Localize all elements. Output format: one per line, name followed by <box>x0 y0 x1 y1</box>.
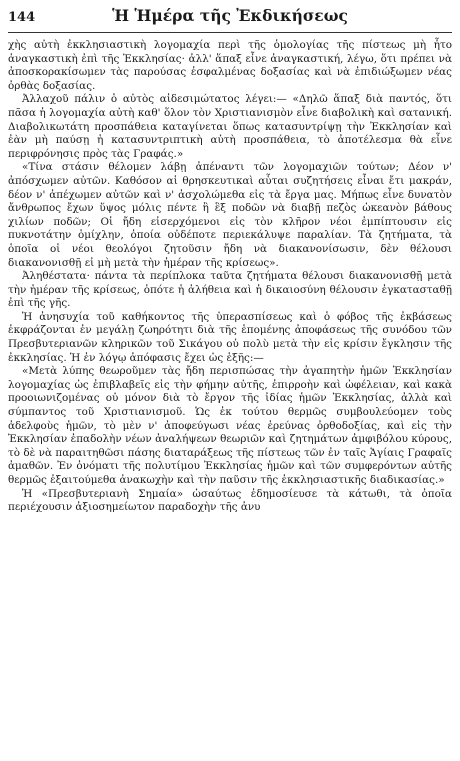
paragraph: Ἡ ἀνησυχία τοῦ καθήκοντος τῆς ὑπερασπίσεως καὶ ὁ φόβος τῆς ἐκβάσεως ἐκφράζονται ἐν μεγάλῃ ζωηρότητι διὰ τῆς ἑπομένης ἀποφάσεως τῆς συνόδου τῶν Πρεσβυτεριανῶν κληρικῶν τοῦ Σικάγου οὐ πολὺ μετὰ τὴν εἰς κρίσιν ἔγκλησιν τῆς ἐκκλησίας. Ἡ ἐν λόγῳ ἀπόφασις ἔχει ὡς ἑξῆς:— <box>8 310 452 364</box>
paragraph: Ἀλλαχοῦ πάλιν ὁ αὐτὸς αἰδεσιμώτατος λέγει:— «Δηλῶ ἅπαξ διὰ παντός, ὅτι πᾶσα ἡ λογομαχία αὐτὴ καθ' ὅλον τὸν Χριστιανισμὸν εἶνε διαβολικὴ καὶ σατανική. Διαβολικωτάτη προσπάθεια καταγίνεται ὅπως κατασυντρίψῃ τὴν Ἐκκλησίαν καὶ ἐὰν μὴ παύσῃ ἡ κατασυντριπτικὴ αὐτὴ προσπάθεια, τὸ ἀποτέλεσμα θὰ εἶνε περιφρόνησις πρὸς τὰς Γραφάς.» <box>8 93 452 160</box>
paragraph: Ἀληθέστατα· πάντα τὰ περίπλοκα ταῦτα ζητήματα θέλουσι διακανονισθῇ μετὰ τὴν ἡμέραν τῆς κρίσεως, ὁπότε ἡ ἀλήθεια καὶ ἡ δικαιοσύνη θέλουσιν ἐγκατασταθῇ ἐπὶ τῆς γῆς. <box>8 270 452 310</box>
paragraph: «Μετὰ λύπης θεωροῦμεν τὰς ἤδη περισπώσας τὴν ἀγαπητὴν ἡμῶν Ἐκκλησίαν λογομαχίας ὡς ἐπιβλαβεῖς εἰς τὴν φήμην αὐτῆς, ἐπιρροὴν καὶ ὠφέλειαν, καὶ κακὰ προοιωνιζομένας οὐ μόνον διὰ τὸ ἔργον τῆς ἰδίας ἡμῶν Ἐκκλησίας, ἀλλὰ καὶ σύμπαντος τοῦ Χριστιανισμοῦ. Ὡς ἐκ τούτου θερμῶς συμβουλεύομεν τοὺς ἀδελφοὺς ἡμῶν, τὸ μὲν ν' ἀποφεύγωσι νέας ἐρεύνας ὀρθοδοξίας, καὶ εἰς τὴν Ἐκκλησίαν ἐπαδολὴν νέων ἀναλήψεων θεωριῶν καὶ ζητημάτων ἀμφιβόλου κύρους, τὸ δὲ νὰ παραιτηθῶσι πάσης διαταράξεως τῆς πίστεως τῶν ἐν ταῖς Ἁγίαις Γραφαῖς ἀμαθῶν. Ἐν ὀνόματι τῆς πολυτίμου Ἐκκλησίας ἡμῶν καὶ τῶν συμφερόντων αὐτῆς θερμῶς ἐξαιτούμεθα ἀνακωχὴν καὶ τὴν παῦσιν τῆς ἐκκλησιαστικῆς διαδικασίας.» <box>8 365 452 486</box>
body-text <box>8 39 452 515</box>
page-header <box>8 6 452 33</box>
paragraph: «Τίνα στάσιν θέλομεν λάβῃ ἀπέναντι τῶν λογομαχιῶν τούτων; Δέον ν' ἀπόσχωμεν αὐτῶν. Καθόσον αἱ θρησκευτικαὶ αὗται συζητήσεις εἶναι ἔτι μακράν, δέον ν' ἀπέχωμεν αὐτῶν καὶ ν' ἀσχολώμεθα εἰς τὰ ἔργα μας. Μήπως εἶνε δυνατὸν ἄνθρωπος ἔχων ὕψος μόλις πέντε ἢ ἓξ ποδῶν νὰ διαβῇ πεζὸς ὠκεανὸν βάθους χιλίων ποδῶν; Οἱ ἤδη εἰσερχόμενοι εἰς τὸν κλῆρον νέοι ἐμπίπτουσιν εἰς πυκνοτάτην ὁμίχλην, ὁποία οὐδέποτε περιεκάλυψε παραλίαν. Τὰ ζητήματα, τὰ ὁποῖα οἱ νέοι θεολόγοι ζητοῦσιν ἤδη νὰ διακανονίσωσιν, δὲν θέλουσι διακανονισθῇ εἰ μὴ μετὰ τὴν ἡμέραν τῆς κρίσεως». <box>8 161 452 269</box>
paragraph: Ἡ «Πρεσβυτεριανὴ Σημαία» ὡσαύτως ἐδημοσίευσε τὰ κάτωθι, τὰ ὁποῖα περιέχουσιν ἀξιοσημείωτον παραδοχὴν τῆς ἀνυ <box>8 487 452 514</box>
page-number: 144 <box>8 10 36 25</box>
paragraph: χὴς αὐτὴ ἐκκλησιαστικὴ λογομαχία περὶ τῆς ὁμολογίας τῆς πίστεως μὴ ἦτο ἀναγκαστικὴ ἐπὶ τῆς Ἐκκλησίας· ἀλλ' ἅπαξ εἶνε ἀναγκαστική, λέγω, ὅτι πρέπει νὰ ἀποσκορακίσωμεν τὰς παρούσας ἐσφαλμένας δοξασίας καὶ νὰ ἐπιδιώξωμεν νέας ὀρθὰς δοξασίας. <box>8 39 452 92</box>
running-title: Ἡ Ἡμέρα τῆς Ἐκδικήσεως <box>112 6 348 25</box>
